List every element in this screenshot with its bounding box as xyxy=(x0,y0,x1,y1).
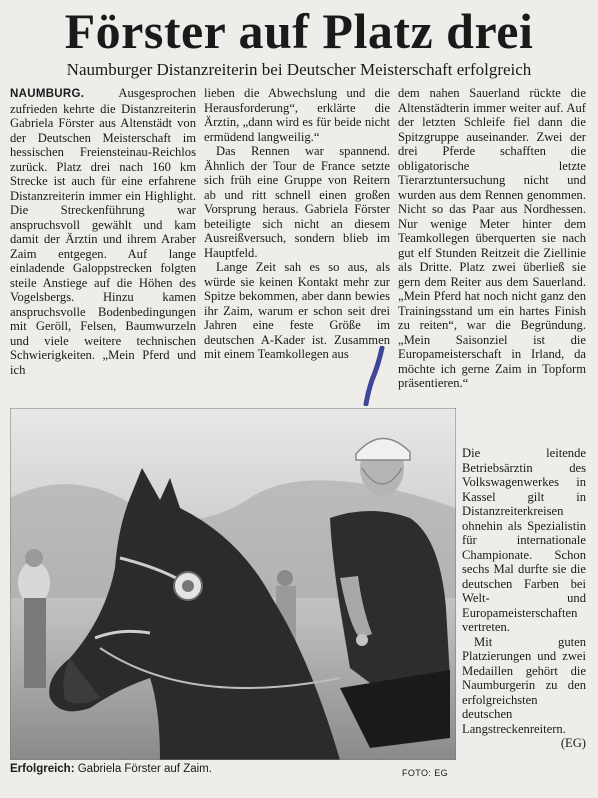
paragraph: lieben die Abwechslung und die Herausforderung“, erklärte die Ärztin, „dann wird es für beide nicht ermüdend langweilig.“ xyxy=(204,86,390,144)
horse-rider-photo xyxy=(10,408,456,760)
article-column-2 xyxy=(204,86,390,362)
paragraph: Die leitende Betriebsärztin des Volkswagenwerkes in Kassel gilt in Distanzreiterkreisen ohnehin als Spezialistin für internationale Championate. Schon sechs Mal durfte sie die deutschen Farben bei Welt- und Europameisterschaften vertreten. xyxy=(462,446,586,634)
pen-mark-icon xyxy=(360,346,390,406)
paragraph: Mit guten Platzierungen und zwei Medaillen gehört die Naumburgerin zu den erfolgreichsten deutschen Langstreckenreitern. xyxy=(462,634,586,736)
article-column-1 xyxy=(10,86,196,377)
photo-credit: FOTO: EG xyxy=(402,768,449,778)
paragraph-text: Ausgesprochen zufrieden kehrte die Distanzreiterin Gabriela Förster aus Altenstädt von der Deutschen Meisterschaft im hessischen Freiensteinau-Reichlos zurück. Platz drei nach 160 km Strecke ist auch für eine erfahrene Distanzreiterin immer ein Highlight. Die Streckenführung war anspruchsvoll gewählt und kam damit der Ärztin und ihrem Araber Zaim entgegen. Auf lange einladende Galoppstrecken folgten steile Anstiege auf die Höhen des Vogelsbergs. Hinzu kamen anspruchsvolle Bodenbedingungen mit Geröll, Felsen, Baumwurzeln und viele weitere technischen Schwierigkeiten. „Mein Pferd und ich xyxy=(10,86,196,377)
photo-caption xyxy=(10,762,456,776)
dateline: NAUMBURG. xyxy=(10,88,85,100)
headline: Förster auf Platz drei xyxy=(64,3,534,59)
paragraph: Das Rennen war spannend. Ähnlich der Tour de France setzte sich früh eine Gruppe von Reitern ab und ritt schnell einen großen Vorsprung heraus. Gabriela Förster beteiligte sich nicht an diesem Ausreißversuch, sondern blieb im Hauptfeld. xyxy=(204,144,390,260)
author-initials: (EG) xyxy=(560,736,586,750)
caption-label: Erfolgreich: xyxy=(10,763,75,775)
photo-image xyxy=(10,408,456,760)
caption-text: Gabriela Förster auf Zaim. xyxy=(74,763,212,775)
article-column-4 xyxy=(462,446,586,751)
paragraph xyxy=(10,86,196,377)
subheadline: Naumburger Distanzreiterin bei Deutscher Meisterschaft erfolgreich xyxy=(66,60,532,79)
paragraph: dem nahen Sauerland rückte die Altenstädterin immer weiter auf. Auf der letzten Schleife fiel dann die Spitzgruppe auseinander. Zwei der drei Pferde schafften die obligatorische letzte Tierarztuntersuchung nicht und wurden aus dem Rennen genommen. Nicht so das Paar aus Nordhessen. Nur wenige Meter hinter dem Teamkollegen überquerten sie nach gut elf Stunden Reitzeit die Ziellinie als Dritte. Platz zwei überließ sie gern dem Reiter aus dem Sauerland. „Mein Pferd hat noch nicht ganz den Trainingsstand um ein hartes Finish zu reiten“, war die Begründung. „Mein Saisonziel ist die Europameisterschaft in Irland, da möchte ich gerne Zaim in Topform präsentieren.“ xyxy=(398,86,586,390)
paragraph: Lange Zeit sah es so aus, als würde sie keinen Kontakt mehr zur Spitze bekommen, aber dann bewies ihr Zaim, warum er schon seit drei Jahren eine feste Größe im deutschen A-Kader ist. Zusammen mit einem Teamkollegen aus xyxy=(204,260,390,361)
article-column-3 xyxy=(398,86,586,391)
